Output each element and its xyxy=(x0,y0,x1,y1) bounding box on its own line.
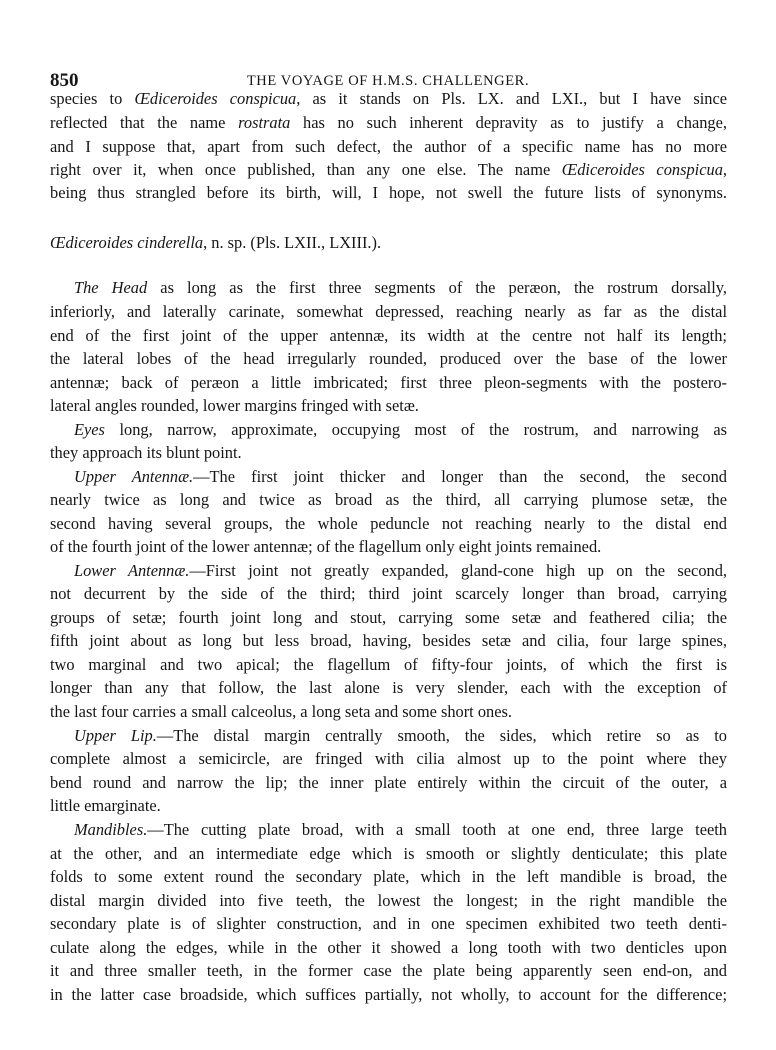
text-line xyxy=(50,702,727,722)
text-line xyxy=(74,420,727,440)
running-title: THE VOYAGE OF H.M.S. CHALLENGER. xyxy=(246,73,530,89)
text-line xyxy=(50,89,727,109)
text-line xyxy=(50,396,727,416)
text-line xyxy=(50,537,727,557)
text-line xyxy=(50,183,727,203)
text-line xyxy=(50,302,727,322)
text-run: distal margin divided into five teeth, the lowest the longest; in the right mandible the xyxy=(50,891,727,910)
text-run: nearly twice as long and twice as broad as the third, all carrying plumose setæ, the xyxy=(50,490,727,509)
text-line xyxy=(50,443,727,463)
text-run: fifth joint about as long but less broad, having, besides setæ and cilia, four large spines, xyxy=(50,631,727,650)
text-run: groups of setæ; fourth joint long and stout, carrying some setæ and feathered cilia; the xyxy=(50,608,727,627)
text-run: antennæ; back of peræon a little imbricated; first three pleon-segments with the postero- xyxy=(50,373,727,392)
section-heading xyxy=(50,233,727,253)
text-line xyxy=(74,561,727,581)
italic-term: Upper Antennæ. xyxy=(74,467,194,486)
text-run: and I suppose that, apart from such defect, the author of a specific name has no more xyxy=(50,137,727,156)
italic-term: Eyes xyxy=(74,420,105,439)
text-run: at the other, and an intermediate edge which is smooth or slightly denticulate; this plate xyxy=(50,844,727,863)
text-line xyxy=(50,844,727,864)
text-run: —The cutting plate broad, with a small tooth at one end, three large teeth xyxy=(147,820,727,839)
text-run: secondary plate is of slighter construction, and in one specimen exhibited two teeth denti- xyxy=(50,914,727,933)
text-run: not decurrent by the side of the third; third joint scarcely longer than broad, carrying xyxy=(50,584,727,603)
text-line xyxy=(74,467,727,487)
text-line xyxy=(74,820,727,840)
text-run: inferiorly, and laterally carinate, somewhat depressed, reaching nearly as far as the distal xyxy=(50,302,727,321)
text-run: in the latter case broadside, which suffices partially, not wholly, to account for the difference; xyxy=(50,985,727,1004)
text-run: longer than any that follow, the last alone is very slender, each with the exception of xyxy=(50,678,727,697)
text-line xyxy=(50,938,727,958)
text-line xyxy=(50,631,727,651)
italic-term: rostrata xyxy=(238,113,291,132)
text-run: as long as the first three segments of the peræon, the rostrum dorsally, xyxy=(147,278,727,297)
text-run: culate along the edges, while in the other it showed a long tooth with two denticles upon xyxy=(50,938,727,957)
text-run: second having several groups, the whole peduncle not reaching nearly to the distal end xyxy=(50,514,727,533)
italic-term: Œdiceroides cinderella xyxy=(50,233,204,252)
text-line xyxy=(50,608,727,628)
italic-term: Upper Lip. xyxy=(74,726,157,745)
text-run: little emarginate. xyxy=(50,796,161,815)
text-line xyxy=(50,655,727,675)
text-run: —First joint not greatly expanded, gland-cone high up on the second, xyxy=(189,561,727,580)
page-number: 850 xyxy=(50,70,79,91)
italic-term: The Head xyxy=(74,278,148,297)
text-run: reflected that the name xyxy=(50,113,239,132)
italic-term: Œdiceroides conspicua xyxy=(134,89,297,108)
text-line xyxy=(50,349,727,369)
italic-term: Lower Antennæ. xyxy=(74,561,190,580)
text-run: being thus strangled before its birth, will, I hope, not swell the future lists of synonyms. xyxy=(50,183,727,202)
text-run: , as it stands on Pls. LX. and LXI., but I have since xyxy=(296,89,727,108)
text-line xyxy=(74,726,727,746)
text-run: right over it, when once published, than any one else. The name xyxy=(50,160,562,179)
text-run: bend round and narrow the lip; the inner plate entirely within the circuit of the outer, a xyxy=(50,773,727,792)
italic-term: Œdiceroides conspicua xyxy=(561,160,723,179)
text-line xyxy=(50,867,727,887)
text-line xyxy=(50,373,727,393)
text-run: has no such inherent depravity as to justify a change, xyxy=(290,113,727,132)
text-line xyxy=(50,326,727,346)
text-run: lateral angles rounded, lower margins fringed with setæ. xyxy=(50,396,419,415)
text-run: the last four carries a small calceolus, a long seta and some short ones. xyxy=(50,702,512,721)
text-run: they approach its blunt point. xyxy=(50,443,242,462)
text-run: , xyxy=(722,160,727,179)
text-line xyxy=(50,678,727,698)
text-line xyxy=(50,514,727,534)
text-run: the lateral lobes of the head irregularly rounded, produced over the base of the lower xyxy=(50,349,727,368)
text-run: folds to some extent round the secondary plate, which in the left mandible is broad, the xyxy=(50,867,727,886)
italic-term: Mandibles. xyxy=(74,820,148,839)
text-line xyxy=(50,113,727,133)
text-line xyxy=(50,490,727,510)
text-run: complete almost a semicircle, are fringed with cilia almost up to the point where they xyxy=(50,749,727,768)
text-line xyxy=(50,796,727,816)
text-line xyxy=(50,160,727,180)
text-run: , n. sp. (Pls. LXII., LXIII.). xyxy=(203,233,382,252)
text-line xyxy=(50,773,727,793)
text-run: species to xyxy=(50,89,135,108)
text-line xyxy=(50,891,727,911)
text-run: —The first joint thicker and longer than the second, the second xyxy=(193,467,727,486)
text-run: end of the first joint of the upper antennæ, its width at the centre not half its length; xyxy=(50,326,727,345)
text-run: long, narrow, approximate, occupying most of the rostrum, and narrowing as xyxy=(104,420,727,439)
text-line xyxy=(50,914,727,934)
text-line xyxy=(74,278,727,298)
text-line xyxy=(50,584,727,604)
text-run: two marginal and two apical; the flagellum of fifty-four joints, of which the first is xyxy=(50,655,727,674)
text-run: —The distal margin centrally smooth, the sides, which retire so as to xyxy=(156,726,727,745)
text-line xyxy=(50,985,727,1005)
text-run: it and three smaller teeth, in the former case the plate being apparently seen end-on, and xyxy=(50,961,727,980)
text-line xyxy=(50,749,727,769)
text-line xyxy=(50,137,727,157)
text-run: of the fourth joint of the lower antennæ; of the flagellum only eight joints remained. xyxy=(50,537,602,556)
text-line xyxy=(50,961,727,981)
